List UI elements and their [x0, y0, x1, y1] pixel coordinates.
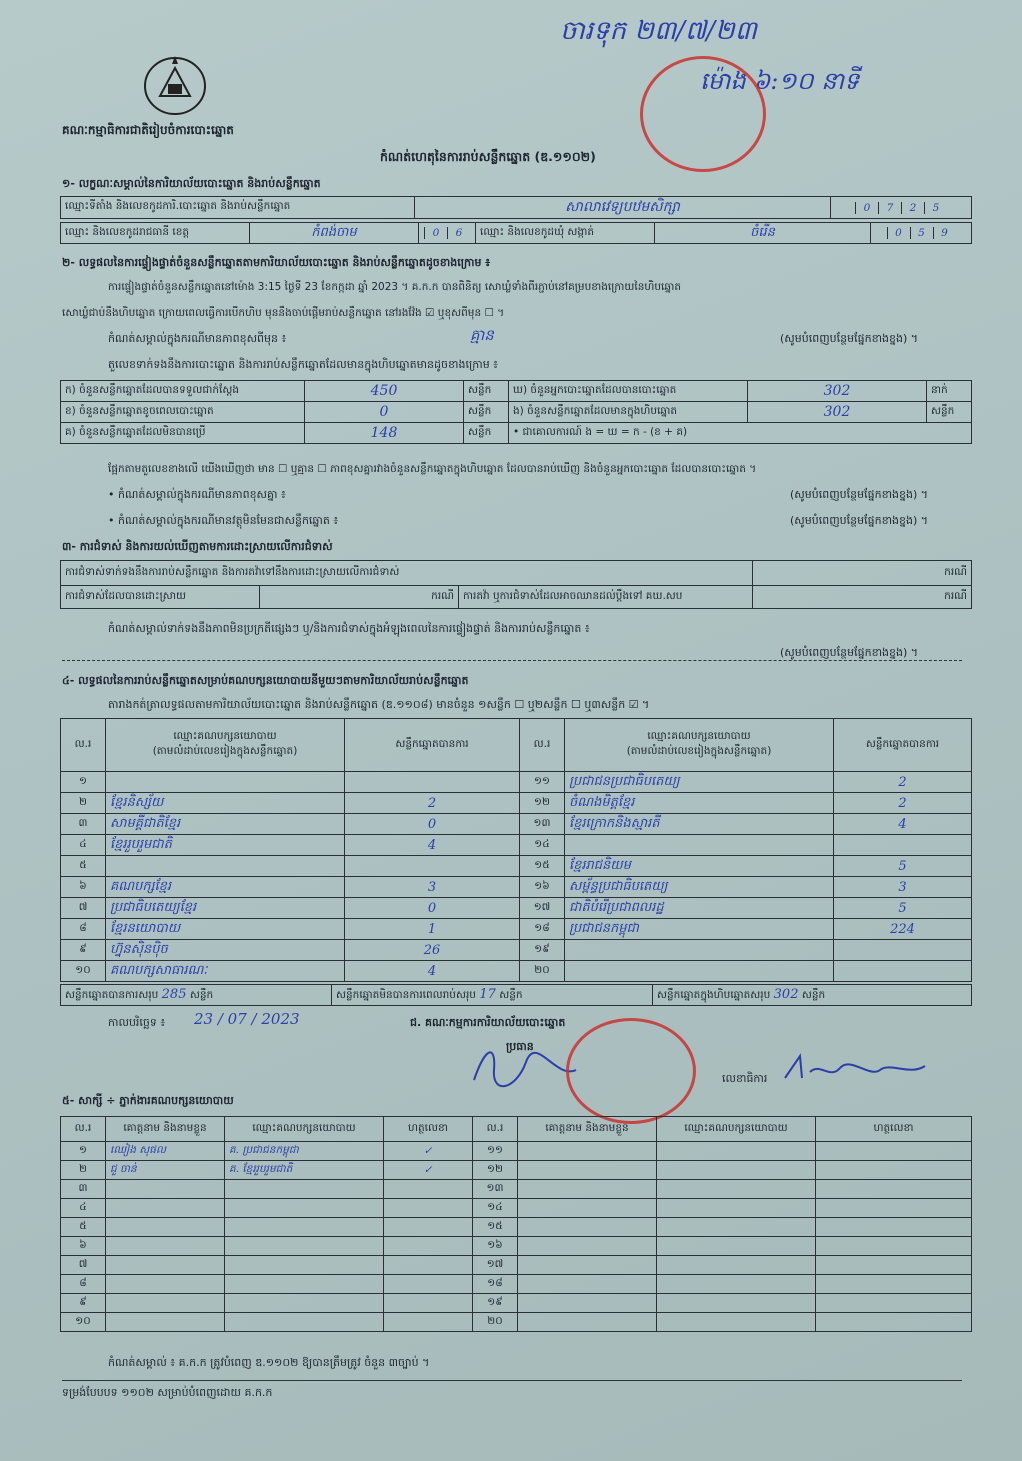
results-row [61, 940, 972, 961]
witness-signature [816, 1199, 972, 1218]
row-no: ៦ [61, 877, 106, 898]
row-no: ៣ [61, 814, 106, 835]
totals-table [60, 984, 972, 1006]
row-no: ៥ [61, 1218, 106, 1237]
footer-rule [62, 1380, 962, 1381]
form-footer: ទម្រង់បែបបទ ១១០២ សម្រាប់បំពេញដោយ គ.ក.ក [62, 1386, 273, 1399]
witness-row [61, 1199, 972, 1218]
row-no: ១៧ [473, 1256, 518, 1275]
tally-row [61, 381, 972, 402]
party-votes: 1 [345, 919, 520, 940]
witness-party [225, 1294, 384, 1313]
party-name: ខ្មែរនយោបាយ [106, 919, 345, 940]
row-no: ១ [61, 772, 106, 793]
section4-intro: តារាងកត់ត្រាលទ្ធផលតាមការិយាល័យបោះឆ្នោត និងរាប់សន្លឹកឆ្នោត (ឌ.១១០៨) មានចំនួន ១សន្លឹក ☐ ឬ២សន្លឹក ☐ ឬ៣សន្លឹក ☑ ។ [108, 698, 650, 711]
section5-heading: ៥- សាក្សី ÷ ភ្នាក់ងារគណបក្សនយោបាយ [62, 1094, 234, 1107]
witness-name [518, 1275, 657, 1294]
party-name: ខ្មែរនិស្ស័យ [106, 793, 345, 814]
witness-row [61, 1294, 972, 1313]
row-no: ៣ [61, 1180, 106, 1199]
party-votes: 5 [834, 856, 972, 877]
row-no: ៨ [61, 919, 106, 940]
witness-party [225, 1237, 384, 1256]
witness-name [518, 1294, 657, 1313]
station-value: សាលាវេទ្យបឋមសិក្សា [415, 197, 831, 219]
results-row [61, 856, 972, 877]
tally-label: គ) ចំនួនសន្លឹកឆ្នោតដែលមិនបានប្រើ [61, 423, 305, 444]
witness-party [657, 1275, 816, 1294]
fill-hint-2: (សូមបំពេញបន្ថែមផ្នែកខាងខ្នង) ។ [790, 488, 929, 501]
party-name: គណបក្សសាធារណៈ [106, 961, 345, 982]
witness-party [657, 1313, 816, 1332]
witness-party [225, 1275, 384, 1294]
row-no: ១១ [473, 1142, 518, 1161]
party-votes [834, 961, 972, 982]
witness-name [106, 1313, 225, 1332]
witness-signature [816, 1180, 972, 1199]
tally-value: 148 [305, 423, 464, 444]
witness-signature: ✓ [384, 1142, 473, 1161]
party-name: ប្រជាជនកម្ពុជា [565, 919, 834, 940]
objection-table [60, 560, 972, 609]
party-votes: 5 [834, 898, 972, 919]
nec-emblem-icon [140, 50, 210, 116]
results-row [61, 835, 972, 856]
party-votes [345, 772, 520, 793]
party-votes: 224 [834, 919, 972, 940]
witness-signature [384, 1275, 473, 1294]
party-name [106, 856, 345, 877]
party-name: ប្រជាធិបតេយ្យខ្មែរ [106, 898, 345, 919]
tally-unit: សន្លឹក [464, 381, 509, 402]
witness-party [225, 1199, 384, 1218]
witness-party: គ. ប្រជាជនកម្ពុជា [225, 1142, 384, 1161]
witness-note: កំណត់សម្គាល់ ៖ គ.ក.ក ត្រូវបំពេញ ឌ.១១០២ ឱ្យបានត្រឹមត្រូវ ចំនួន ៣ច្បាប់ ។ [108, 1356, 430, 1369]
witness-row [61, 1180, 972, 1199]
party-name: ជាតិបំរើប្រជាពលរដ្ឋ [565, 898, 834, 919]
col-no: ល.រ [61, 1117, 106, 1142]
province-label: ឈ្មោះ និងលេខកូដរាជធានី ខេត្ត [61, 223, 250, 244]
row-no: ១៤ [520, 835, 565, 856]
party-name: ហ្វ៊ុនស៊ិនប៉ិច [106, 940, 345, 961]
row-no: ៩ [61, 940, 106, 961]
witness-name [518, 1142, 657, 1161]
tally-unit: សន្លឹក [927, 402, 972, 423]
row-no: ៨ [61, 1275, 106, 1294]
witness-name [518, 1256, 657, 1275]
party-votes: 3 [834, 877, 972, 898]
section2-line1: ការផ្ទៀងផ្ទាត់ចំនួនសន្លឹកឆ្នោតនៅម៉ោង 3:15 ថ្ងៃទី 23 ខែកក្កដា ឆ្នាំ 2023 ។ គ.ក.ក បានពិនិត្យ សោឃ្លំទាំងពីរភ្ជាប់នៅគម្របខាងក្រោយនៃហិបឆ្នោត [108, 281, 682, 293]
row-no: ១៣ [520, 814, 565, 835]
witness-name [518, 1313, 657, 1332]
station-info-table [60, 196, 972, 219]
divider [62, 660, 962, 661]
row-no: ១២ [473, 1161, 518, 1180]
form-title: កំណត់ហេតុនៃការរាប់សន្លឹកឆ្នោត (ឌ.១១០២) [380, 149, 596, 164]
fill-hint-3: (សូមបំពេញបន្ថែមផ្នែកខាងខ្នង) ។ [790, 514, 929, 527]
party-votes [834, 835, 972, 856]
col-votes: សន្លឹកឆ្នោតបានការ [834, 719, 972, 772]
row-no: ១៦ [473, 1237, 518, 1256]
party-name [565, 835, 834, 856]
date-label: កាលបរិច្ឆេទ ៖ [108, 1016, 166, 1029]
witness-row [61, 1275, 972, 1294]
witness-party [657, 1294, 816, 1313]
witness-party [657, 1256, 816, 1275]
witness-signature [816, 1161, 972, 1180]
witness-name [518, 1199, 657, 1218]
row-no: ២០ [473, 1313, 518, 1332]
row-no: ១១ [520, 772, 565, 793]
witness-party [657, 1142, 816, 1161]
tally-intro: តួលេខទាក់ទងនឹងការបោះឆ្នោត និងការរាប់សន្លឹកឆ្នោតដែលមានក្នុងហិបឆ្នោតមានដូចខាងក្រោម ៖ [108, 358, 499, 371]
witness-party [225, 1313, 384, 1332]
tally-value: 302 [748, 381, 927, 402]
section4-heading: ៤- លទ្ធផលនៃការរាប់សន្លឹកឆ្នោតសម្រាប់គណបក្សនយោបាយនីមួយៗតាមការិយាល័យរាប់សន្លឹកឆ្នោត [62, 674, 469, 687]
results-row [61, 898, 972, 919]
tally-table [60, 380, 972, 444]
row-no: ១៣ [473, 1180, 518, 1199]
results-row [61, 772, 972, 793]
fill-hint-4: (សូមបំពេញបន្ថែមផ្នែកខាងខ្នង) ។ [780, 646, 919, 659]
col-party: ឈ្មោះគណបក្សនយោបាយ (តាមលំដាប់លេខរៀងក្នុងសន្លឹកឆ្នោត) [565, 719, 834, 772]
party-name: ខ្មែររួបរួមជាតិ [106, 835, 345, 856]
witness-signature [816, 1275, 972, 1294]
section1-heading: ១- លក្ខណៈសម្គាល់នៃការិយាល័យបោះឆ្នោត និងរាប់សន្លឹកឆ្នោត [62, 177, 321, 190]
row-no: ៥ [61, 856, 106, 877]
witness-name [106, 1180, 225, 1199]
official-stamp-top [640, 56, 766, 172]
total-in-box: សន្លឹកឆ្នោតក្នុងហិបឆ្នោតសរុប 302 សន្លឹក [653, 985, 972, 1006]
witness-signature [816, 1256, 972, 1275]
row-no: ១២ [520, 793, 565, 814]
witness-signature [384, 1256, 473, 1275]
row-no: ៧ [61, 898, 106, 919]
commune-label: ឈ្មោះ និងលេខកូដឃុំ សង្កាត់ [476, 223, 655, 244]
objection-appeal-label: ការតវ៉ា ឬការជំទាស់ដែលអាចឈានដល់ប្ដឹងទៅ គឃ.សប [459, 586, 753, 609]
row-no: ១៤ [473, 1199, 518, 1218]
witness-row [61, 1142, 972, 1161]
witness-name [106, 1199, 225, 1218]
col-name: គោត្តនាម និងនាមខ្លួន [518, 1117, 657, 1142]
row-no: ១០ [61, 1313, 106, 1332]
date-value: 23 / 07 / 2023 [194, 1010, 300, 1028]
witness-party [225, 1218, 384, 1237]
witness-name: ជួ ចាន់ [106, 1161, 225, 1180]
witness-party [225, 1180, 384, 1199]
witness-row [61, 1161, 972, 1180]
section2-heading: ២- លទ្ធផលនៃការផ្ទៀងផ្ទាត់ចំនួនសន្លឹកឆ្នោតតាមការិយាល័យបោះឆ្នោត និងរាប់សន្លឹកឆ្នោតដូចខាងក្រោម ៖ [62, 256, 491, 269]
province-value: កំពង់ចាម [250, 223, 419, 244]
witness-name [106, 1218, 225, 1237]
objection-resolved-unit: ករណី [260, 586, 459, 609]
station-label: ឈ្មោះទីតាំង និងលេខកូដការិ.បោះឆ្នោត និងរាប់សន្លឹកឆ្នោត [61, 197, 415, 219]
witness-party [657, 1218, 816, 1237]
row-no: ១៧ [520, 898, 565, 919]
witness-signature [384, 1180, 473, 1199]
row-no: ១០ [61, 961, 106, 982]
diff-note-label: កំណត់សម្គាល់ក្នុងករណីមានភាពខុសពីមុន ៖ [108, 332, 287, 345]
compare-line: ផ្អែកតាមតួលេខខាងលើ យើងឃើញថា មាន ☐ ឬគ្មាន ☐ ភាពខុសគ្នារវាងចំនួនសន្លឹកឆ្នោតក្នុងហិបឆ្នោត ដែលបានរាប់ឃើញ និងចំនួនអ្នកបោះឆ្នោត ដែលបានបោះឆ្នោត ។ [108, 463, 757, 475]
party-name [565, 961, 834, 982]
col-no: ល.រ [61, 719, 106, 772]
signature-caption: ជ. គណៈកម្មការការិយាល័យបោះឆ្នោត [410, 1016, 566, 1029]
row-no: ១៨ [473, 1275, 518, 1294]
tally-label: ង) ចំនួនសន្លឹកឆ្នោតដែលមានក្នុងហិបឆ្នោត [509, 402, 748, 423]
witness-party [657, 1161, 816, 1180]
col-no: ល.រ [520, 719, 565, 772]
witness-name [518, 1161, 657, 1180]
tally-label: ក) ចំនួនសន្លឹកឆ្នោតដែលបានទទួលជាក់ស្ដែង [61, 381, 305, 402]
section3-heading: ៣- ការជំទាស់ និងការយល់ឃើញតាមការដោះស្រាយលើការជំទាស់ [62, 540, 333, 553]
row-no: ២ [61, 793, 106, 814]
witness-name [106, 1256, 225, 1275]
col-sign: ហត្ថលេខា [384, 1117, 473, 1142]
party-votes [834, 940, 972, 961]
tally-unit: សន្លឹក [464, 402, 509, 423]
party-name: ខ្មែររាជនិយម [565, 856, 834, 877]
witness-signature: ✓ [384, 1161, 473, 1180]
witness-row [61, 1256, 972, 1275]
party-name: ខ្មែរក្រោកនិងស្មារតី [565, 814, 834, 835]
commune-value: ចំរើន [655, 223, 871, 244]
handwritten-time: ម៉ោង ៦:១០ នាទី [700, 67, 860, 95]
col-party: ឈ្មោះគណបក្សនយោបាយ (តាមលំដាប់លេខរៀងក្នុងសន្លឹកឆ្នោត) [106, 719, 345, 772]
col-name: គោត្តនាម និងនាមខ្លួន [106, 1117, 225, 1142]
objection-appeal-unit: ករណី [753, 586, 972, 609]
row-no: ៤ [61, 1199, 106, 1218]
witness-name [518, 1180, 657, 1199]
witness-signature [816, 1237, 972, 1256]
witness-signature [816, 1218, 972, 1237]
tally-formula: • ជាគោលការណ៍ ង = ឃ = ក - (ខ + គ) [509, 423, 972, 444]
tally-unit: នាក់ [927, 381, 972, 402]
party-votes: 0 [345, 814, 520, 835]
witness-name [106, 1237, 225, 1256]
witness-signature [816, 1294, 972, 1313]
results-header [61, 719, 972, 772]
total-invalid: សន្លឹកឆ្នោតមិនបានការពេលរាប់សរុប 17 សន្លឹក [332, 985, 653, 1006]
col-party: ឈ្មោះគណបក្សនយោបាយ [225, 1117, 384, 1142]
witness-party [657, 1237, 816, 1256]
tally-value: 302 [748, 402, 927, 423]
objection-resolved-label: ការជំទាស់ដែលបានដោះស្រាយ [61, 586, 260, 609]
tally-row [61, 423, 972, 444]
witness-table [60, 1116, 972, 1332]
results-row [61, 793, 972, 814]
col-party: ឈ្មោះគណបក្សនយោបាយ [657, 1117, 816, 1142]
party-name: សាមគ្គីជាតិខ្មែរ [106, 814, 345, 835]
row-no: ១ [61, 1142, 106, 1161]
province-info-table [60, 222, 972, 244]
witness-signature [816, 1142, 972, 1161]
row-no: ១៨ [520, 919, 565, 940]
tally-value: 450 [305, 381, 464, 402]
commission-name: គណៈកម្មាធិការជាតិរៀបចំការបោះឆ្នោត [62, 123, 234, 137]
row-no: ៤ [61, 835, 106, 856]
witness-signature [384, 1294, 473, 1313]
col-sign: ហត្ថលេខា [816, 1117, 972, 1142]
row-no: ១៩ [520, 940, 565, 961]
province-code: 0 6 [419, 223, 476, 244]
tally-label: ខ) ចំនួនសន្លឹកឆ្នោតខូចពេលបោះឆ្នោត [61, 402, 305, 423]
row-no: ១៥ [473, 1218, 518, 1237]
results-row [61, 919, 972, 940]
witness-signature [384, 1199, 473, 1218]
party-votes: 4 [345, 835, 520, 856]
witness-name [106, 1294, 225, 1313]
witness-signature [384, 1237, 473, 1256]
row-no: ១៥ [520, 856, 565, 877]
witness-row [61, 1313, 972, 1332]
party-votes: 4 [345, 961, 520, 982]
party-name: គណបក្សខ្មែរ [106, 877, 345, 898]
witness-row [61, 1237, 972, 1256]
party-votes: 4 [834, 814, 972, 835]
col-no: ល.រ [473, 1117, 518, 1142]
witness-header [61, 1117, 972, 1142]
diff-note-value: គ្មាន [470, 326, 494, 344]
objection-row1-unit: ករណី [753, 561, 972, 586]
witness-signature [816, 1313, 972, 1332]
tally-label: ឃ) ចំនួនអ្នកបោះឆ្នោតដែលបានបោះឆ្នោត [509, 381, 748, 402]
objection-note: កំណត់សម្គាល់ទាក់ទងនឹងភាពមិនប្រក្រតីផ្សេងៗ ឬ/និងការជំទាស់ក្នុងអំឡុងពេលនៃការផ្ទៀងផ្ទាត់ និងការរាប់សន្លឹកឆ្នោត ៖ [108, 622, 590, 635]
row-no: ៧ [61, 1256, 106, 1275]
witness-name [518, 1237, 657, 1256]
row-no: ២០ [520, 961, 565, 982]
results-table [60, 718, 972, 982]
row-no: ៦ [61, 1237, 106, 1256]
secretary-label: លេខាធិការ [722, 1072, 768, 1085]
fill-hint-1: (សូមបំពេញបន្ថែមផ្នែកខាងខ្នង) ។ [780, 332, 919, 345]
witness-name [518, 1218, 657, 1237]
party-name [565, 940, 834, 961]
row-no: ១៦ [520, 877, 565, 898]
results-row [61, 961, 972, 982]
witness-name: ឈៀង សុផល [106, 1142, 225, 1161]
handwritten-note: ចារទុក ២៣/៧/២៣ [560, 16, 757, 46]
witness-party [225, 1256, 384, 1275]
witness-name [106, 1275, 225, 1294]
witness-party [657, 1199, 816, 1218]
tally-row [61, 402, 972, 423]
row-no: ៩ [61, 1294, 106, 1313]
witness-row [61, 1218, 972, 1237]
party-votes: 3 [345, 877, 520, 898]
party-votes: 2 [834, 793, 972, 814]
bullet-object: • កំណត់សម្គាល់ក្នុងករណីមានវត្ថុមិនមែនជាសន្លឹកឆ្នោត ៖ [108, 514, 339, 527]
tally-unit: សន្លឹក [464, 423, 509, 444]
commune-code: 0 5 9 [871, 223, 972, 244]
station-code: 0 7 2 5 [831, 197, 972, 219]
party-votes: 2 [834, 772, 972, 793]
row-no: ១៩ [473, 1294, 518, 1313]
section2-line2: សោឃ្លំជាប់នឹងហិបឆ្នោត ក្រោយពេលធ្វើការបើកហិប មុននឹងចាប់ផ្ដើមរាប់សន្លឹកឆ្នោត នៅរងវ៉ែង ☑ ឬខុសពីមុន ☐ ។ [62, 307, 505, 319]
objection-row1-label: ការជំទាស់ទាក់ទងនឹងការរាប់សន្លឹកឆ្នោត និងការតវ៉ាទៅនឹងការដោះស្រាយលើការជំទាស់ [61, 561, 753, 586]
results-row [61, 877, 972, 898]
party-votes: 26 [345, 940, 520, 961]
party-name: សម្ព័ន្ធប្រជាធិបតេយ្យ [565, 877, 834, 898]
party-name: ប្រជាជនប្រជាធិបតេយ្យ [565, 772, 834, 793]
row-no: ២ [61, 1161, 106, 1180]
party-name [106, 772, 345, 793]
bullet-diff: • កំណត់សម្គាល់ក្នុងករណីមានភាពខុសគ្នា ៖ [108, 488, 286, 501]
party-name: ចំណងមិត្តខ្មែរ [565, 793, 834, 814]
official-stamp-bottom [566, 1018, 696, 1124]
party-votes: 2 [345, 793, 520, 814]
witness-party: គ. ខ្មែររួបរួមជាតិ [225, 1161, 384, 1180]
total-valid: សន្លឹកឆ្នោតបានការសរុប 285 សន្លឹក [61, 985, 332, 1006]
party-votes [345, 856, 520, 877]
tally-value: 0 [305, 402, 464, 423]
secretary-signature [780, 1048, 930, 1088]
witness-signature [384, 1313, 473, 1332]
party-votes: 0 [345, 898, 520, 919]
witness-party [657, 1180, 816, 1199]
witness-signature [384, 1218, 473, 1237]
chair-label: ប្រធាន [506, 1040, 534, 1053]
results-row [61, 814, 972, 835]
col-votes: សន្លឹកឆ្នោតបានការ [345, 719, 520, 772]
